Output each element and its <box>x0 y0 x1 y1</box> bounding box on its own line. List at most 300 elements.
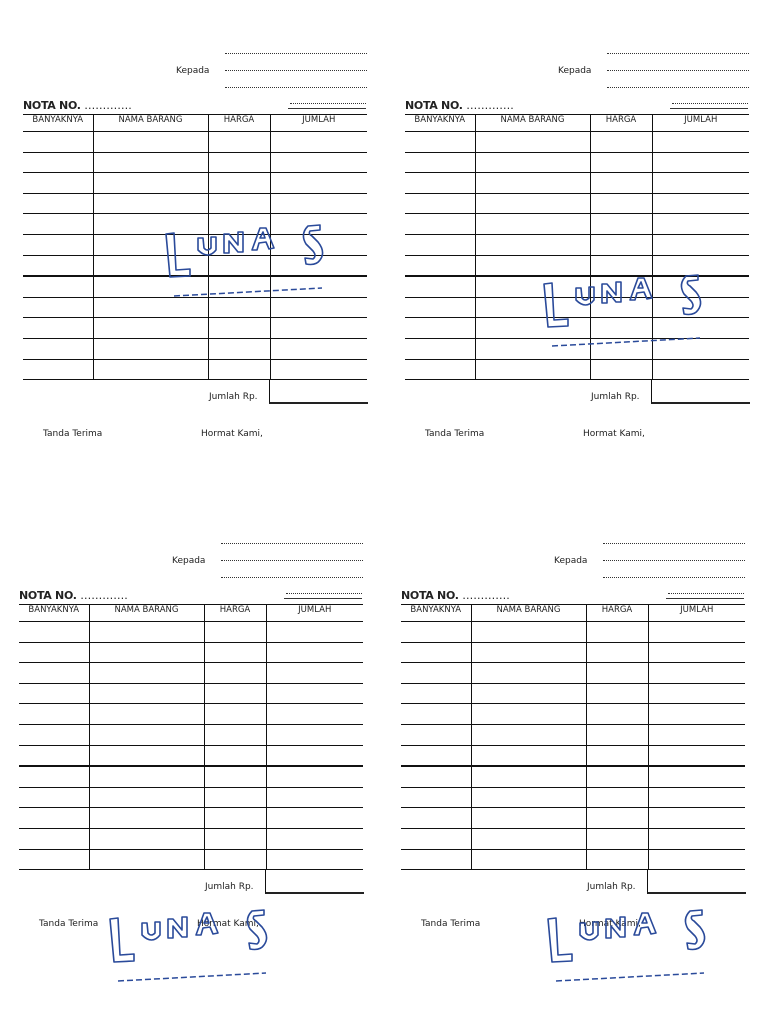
table-cell <box>586 704 648 725</box>
table-row <box>23 132 367 153</box>
table-row <box>19 766 363 787</box>
kepada-line-2 <box>603 560 745 561</box>
table-cell <box>204 622 266 643</box>
items-table <box>23 114 367 380</box>
table-cell <box>266 766 363 787</box>
table-cell <box>405 318 475 339</box>
table-cell <box>475 193 590 214</box>
table-row <box>405 132 749 153</box>
table-cell <box>405 359 475 380</box>
table-cell <box>586 724 648 745</box>
table-cell <box>266 849 363 870</box>
col-jumlah: JUMLAH <box>652 115 749 132</box>
table-cell <box>93 173 208 194</box>
table-cell <box>648 828 745 849</box>
table-cell <box>23 255 93 276</box>
table-cell <box>208 297 270 318</box>
table-cell <box>204 642 266 663</box>
table-cell <box>471 849 586 870</box>
table-cell <box>89 828 204 849</box>
table-cell <box>93 255 208 276</box>
jumlah-total-box <box>265 870 364 894</box>
table-cell <box>590 255 652 276</box>
table-cell <box>23 359 93 380</box>
table-cell <box>270 338 367 359</box>
table-cell <box>93 214 208 235</box>
table-cell <box>270 132 367 153</box>
table-cell <box>405 255 475 276</box>
table-cell <box>23 234 93 255</box>
col-nama-barang: NAMA BARANG <box>475 115 590 132</box>
table-cell <box>590 276 652 297</box>
jumlah-label: Jumlah Rp. <box>209 392 258 402</box>
table-cell <box>405 276 475 297</box>
table-cell <box>586 787 648 808</box>
nota-no-dots: …………. <box>84 99 132 112</box>
table-cell <box>648 724 745 745</box>
table-cell <box>401 787 471 808</box>
table-row <box>19 622 363 643</box>
table-row <box>405 152 749 173</box>
table-row <box>401 663 745 684</box>
table-cell <box>475 318 590 339</box>
table-cell <box>89 808 204 829</box>
table-cell <box>93 193 208 214</box>
items-table <box>401 604 745 870</box>
table-cell <box>471 745 586 766</box>
table-cell <box>586 745 648 766</box>
table-cell <box>471 766 586 787</box>
table-row <box>405 255 749 276</box>
jumlah-total-box <box>651 380 750 404</box>
table-row <box>405 173 749 194</box>
table-cell <box>586 766 648 787</box>
tanda-terima-label: Tanda Terima <box>425 429 485 439</box>
table-cell <box>648 849 745 870</box>
table-row <box>19 745 363 766</box>
table-cell <box>266 745 363 766</box>
table-header-row <box>19 605 363 622</box>
table-cell <box>475 297 590 318</box>
table-cell <box>471 663 586 684</box>
table-row <box>405 276 749 297</box>
nota-no-label: NOTA NO. <box>401 589 459 602</box>
table-cell <box>19 787 89 808</box>
col-banyaknya: BANYAKNYA <box>19 605 89 622</box>
table-cell <box>19 663 89 684</box>
table-row <box>19 724 363 745</box>
table-cell <box>648 745 745 766</box>
table-cell <box>586 849 648 870</box>
table-cell <box>590 338 652 359</box>
table-cell <box>23 193 93 214</box>
table-cell <box>652 276 749 297</box>
table-row <box>19 787 363 808</box>
table-cell <box>19 642 89 663</box>
table-cell <box>652 234 749 255</box>
table-cell <box>586 828 648 849</box>
table-cell <box>590 359 652 380</box>
table-cell <box>208 338 270 359</box>
table-cell <box>652 173 749 194</box>
col-banyaknya: BANYAKNYA <box>23 115 93 132</box>
kepada-line-2 <box>221 560 363 561</box>
table-cell <box>19 766 89 787</box>
table-cell <box>23 173 93 194</box>
kepada-line-3 <box>603 577 745 578</box>
col-nama-barang: NAMA BARANG <box>89 605 204 622</box>
table-cell <box>475 152 590 173</box>
table-cell <box>270 297 367 318</box>
hormat-kami-label: Hormat Kami, <box>197 919 259 929</box>
table-cell <box>89 745 204 766</box>
table-cell <box>208 359 270 380</box>
table-cell <box>208 234 270 255</box>
table-cell <box>93 318 208 339</box>
table-cell <box>590 297 652 318</box>
tanda-terima-label: Tanda Terima <box>421 919 481 929</box>
table-cell <box>652 318 749 339</box>
table-cell <box>405 132 475 153</box>
col-nama-barang: NAMA BARANG <box>471 605 586 622</box>
table-cell <box>19 683 89 704</box>
table-cell <box>19 622 89 643</box>
table-cell <box>208 193 270 214</box>
table-row <box>401 808 745 829</box>
table-cell <box>204 808 266 829</box>
table-cell <box>93 152 208 173</box>
table-cell <box>405 234 475 255</box>
table-cell <box>204 663 266 684</box>
table-row <box>23 214 367 235</box>
table-row <box>19 683 363 704</box>
table-cell <box>652 359 749 380</box>
table-row <box>23 173 367 194</box>
date-underline <box>670 108 748 109</box>
table-row <box>23 338 367 359</box>
table-cell <box>471 724 586 745</box>
table-row <box>401 683 745 704</box>
nota-form-1 <box>23 44 369 464</box>
table-cell <box>270 214 367 235</box>
table-cell <box>590 132 652 153</box>
table-cell <box>23 318 93 339</box>
table-cell <box>401 622 471 643</box>
table-cell <box>266 787 363 808</box>
tanda-terima-label: Tanda Terima <box>39 919 99 929</box>
table-header-row <box>401 605 745 622</box>
table-cell <box>204 787 266 808</box>
table-cell <box>401 828 471 849</box>
table-cell <box>475 255 590 276</box>
kepada-line-3 <box>221 577 363 578</box>
table-row <box>405 297 749 318</box>
table-row <box>405 359 749 380</box>
nota-no-label: NOTA NO. <box>19 589 77 602</box>
date-underline <box>666 598 744 599</box>
nota-form-2 <box>405 44 751 464</box>
table-cell <box>89 787 204 808</box>
table-row <box>19 808 363 829</box>
table-cell <box>204 849 266 870</box>
table-cell <box>401 745 471 766</box>
table-cell <box>89 766 204 787</box>
table-cell <box>19 849 89 870</box>
table-cell <box>648 663 745 684</box>
table-cell <box>590 152 652 173</box>
table-cell <box>401 663 471 684</box>
table-cell <box>19 828 89 849</box>
table-cell <box>89 724 204 745</box>
items-table <box>19 604 363 870</box>
hormat-kami-label: Hormat Kami, <box>583 429 645 439</box>
table-row <box>19 642 363 663</box>
table-cell <box>648 704 745 725</box>
table-cell <box>270 193 367 214</box>
table-cell <box>204 828 266 849</box>
table-cell <box>89 642 204 663</box>
nota-no-label: NOTA NO. <box>23 99 81 112</box>
nota-form-3 <box>19 534 365 954</box>
table-cell <box>586 683 648 704</box>
table-cell <box>23 338 93 359</box>
table-row <box>405 318 749 339</box>
table-cell <box>648 683 745 704</box>
table-row <box>19 849 363 870</box>
table-cell <box>401 642 471 663</box>
table-cell <box>475 234 590 255</box>
table-row <box>19 663 363 684</box>
table-cell <box>475 276 590 297</box>
table-row <box>23 297 367 318</box>
table-cell <box>19 745 89 766</box>
jumlah-label: Jumlah Rp. <box>591 392 640 402</box>
table-cell <box>208 173 270 194</box>
hormat-kami-label: Hormat Kami, <box>579 919 641 929</box>
table-cell <box>475 214 590 235</box>
table-row <box>405 214 749 235</box>
table-cell <box>19 704 89 725</box>
table-cell <box>590 193 652 214</box>
nota-form-4 <box>401 534 747 954</box>
table-row <box>401 745 745 766</box>
kepada-line-1 <box>225 53 367 54</box>
nota-no-dots: …………. <box>80 589 128 602</box>
col-banyaknya: BANYAKNYA <box>401 605 471 622</box>
table-cell <box>405 193 475 214</box>
table-cell <box>270 318 367 339</box>
table-cell <box>208 318 270 339</box>
table-cell <box>89 622 204 643</box>
table-row <box>23 234 367 255</box>
table-cell <box>471 683 586 704</box>
kepada-label: Kepada <box>172 556 206 566</box>
date-underline <box>284 598 362 599</box>
table-cell <box>586 808 648 829</box>
table-cell <box>652 193 749 214</box>
table-cell <box>93 276 208 297</box>
jumlah-total-box <box>269 380 368 404</box>
tanda-terima-label: Tanda Terima <box>43 429 103 439</box>
table-cell <box>471 787 586 808</box>
table-cell <box>93 234 208 255</box>
table-cell <box>401 766 471 787</box>
table-cell <box>19 724 89 745</box>
table-cell <box>475 132 590 153</box>
table-cell <box>208 132 270 153</box>
table-cell <box>23 276 93 297</box>
table-cell <box>93 338 208 359</box>
table-cell <box>652 338 749 359</box>
table-cell <box>652 255 749 276</box>
table-cell <box>204 724 266 745</box>
table-cell <box>471 642 586 663</box>
col-banyaknya: BANYAKNYA <box>405 115 475 132</box>
date-underline <box>288 108 366 109</box>
table-cell <box>652 132 749 153</box>
nota-number <box>19 589 128 602</box>
table-cell <box>586 642 648 663</box>
table-header-row <box>23 115 367 132</box>
table-cell <box>590 214 652 235</box>
table-row <box>23 193 367 214</box>
table-row <box>19 704 363 725</box>
date-line <box>668 593 744 594</box>
table-row <box>401 704 745 725</box>
items-table <box>405 114 749 380</box>
table-cell <box>475 338 590 359</box>
table-cell <box>405 214 475 235</box>
kepada-line-1 <box>607 53 749 54</box>
table-cell <box>401 724 471 745</box>
table-row <box>401 828 745 849</box>
nota-number <box>405 99 514 112</box>
nota-no-dots: …………. <box>462 589 510 602</box>
kepada-label: Kepada <box>554 556 588 566</box>
table-cell <box>401 683 471 704</box>
col-harga: HARGA <box>204 605 266 622</box>
col-harga: HARGA <box>208 115 270 132</box>
table-cell <box>590 234 652 255</box>
table-row <box>401 642 745 663</box>
table-cell <box>270 255 367 276</box>
col-harga: HARGA <box>590 115 652 132</box>
table-row <box>19 828 363 849</box>
table-cell <box>652 214 749 235</box>
kepada-line-1 <box>603 543 745 544</box>
table-row <box>401 724 745 745</box>
col-jumlah: JUMLAH <box>648 605 745 622</box>
jumlah-label: Jumlah Rp. <box>205 882 254 892</box>
table-cell <box>652 297 749 318</box>
table-row <box>23 152 367 173</box>
table-cell <box>648 622 745 643</box>
kepada-line-2 <box>607 70 749 71</box>
kepada-line-2 <box>225 70 367 71</box>
table-row <box>401 766 745 787</box>
table-cell <box>89 849 204 870</box>
table-cell <box>208 255 270 276</box>
jumlah-label: Jumlah Rp. <box>587 882 636 892</box>
kepada-line-3 <box>225 87 367 88</box>
kepada-line-3 <box>607 87 749 88</box>
table-header-row <box>405 115 749 132</box>
table-cell <box>266 704 363 725</box>
table-cell <box>208 276 270 297</box>
table-row <box>405 234 749 255</box>
table-cell <box>586 663 648 684</box>
table-cell <box>270 234 367 255</box>
table-cell <box>204 766 266 787</box>
table-cell <box>266 808 363 829</box>
table-cell <box>266 724 363 745</box>
kepada-label: Kepada <box>558 66 592 76</box>
date-line <box>672 103 748 104</box>
table-cell <box>204 683 266 704</box>
table-cell <box>208 214 270 235</box>
table-cell <box>401 808 471 829</box>
table-row <box>23 276 367 297</box>
col-jumlah: JUMLAH <box>266 605 363 622</box>
col-jumlah: JUMLAH <box>270 115 367 132</box>
table-cell <box>93 359 208 380</box>
table-cell <box>590 318 652 339</box>
table-row <box>401 849 745 870</box>
table-row <box>405 193 749 214</box>
col-nama-barang: NAMA BARANG <box>93 115 208 132</box>
table-cell <box>475 359 590 380</box>
table-cell <box>266 622 363 643</box>
nota-number <box>401 589 510 602</box>
table-row <box>405 338 749 359</box>
table-cell <box>475 173 590 194</box>
table-cell <box>266 683 363 704</box>
table-cell <box>405 173 475 194</box>
table-cell <box>405 338 475 359</box>
table-cell <box>401 704 471 725</box>
table-cell <box>23 152 93 173</box>
table-row <box>401 622 745 643</box>
jumlah-total-box <box>647 870 746 894</box>
nota-no-dots: …………. <box>466 99 514 112</box>
table-cell <box>270 152 367 173</box>
table-cell <box>23 132 93 153</box>
table-cell <box>270 359 367 380</box>
table-cell <box>93 297 208 318</box>
table-cell <box>648 808 745 829</box>
table-cell <box>648 766 745 787</box>
table-cell <box>471 704 586 725</box>
nota-no-label: NOTA NO. <box>405 99 463 112</box>
table-cell <box>270 276 367 297</box>
table-cell <box>89 704 204 725</box>
table-cell <box>471 622 586 643</box>
table-row <box>401 787 745 808</box>
table-cell <box>93 132 208 153</box>
table-cell <box>204 704 266 725</box>
table-cell <box>23 297 93 318</box>
table-cell <box>89 683 204 704</box>
table-cell <box>23 214 93 235</box>
table-cell <box>590 173 652 194</box>
table-cell <box>471 828 586 849</box>
kepada-label: Kepada <box>176 66 210 76</box>
table-row <box>23 255 367 276</box>
table-cell <box>266 663 363 684</box>
table-cell <box>405 297 475 318</box>
table-cell <box>89 663 204 684</box>
table-cell <box>652 152 749 173</box>
